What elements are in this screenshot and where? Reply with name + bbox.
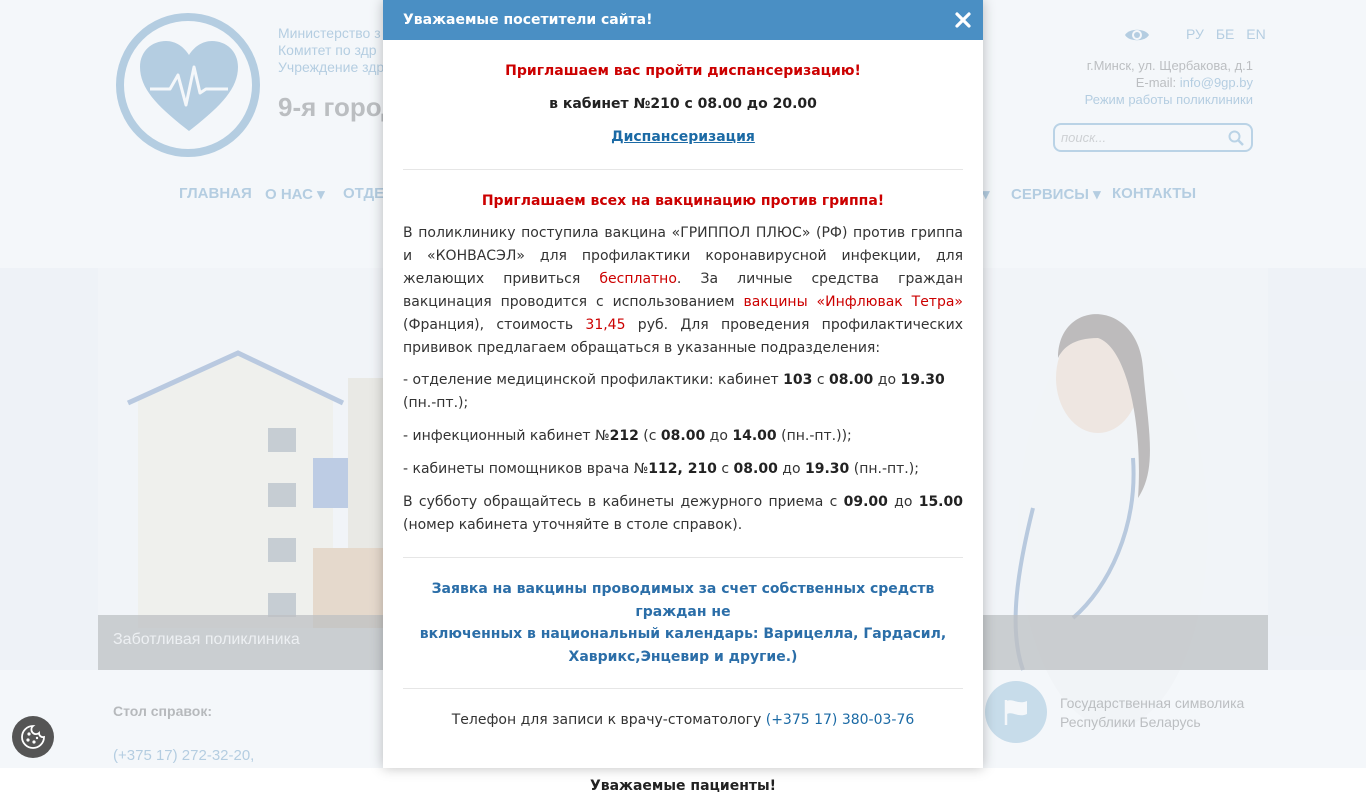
modal-title: Уважаемые посетители сайта! [403,12,653,28]
room-number: 212 [609,428,639,444]
divider [403,169,963,170]
announcement-modal [383,0,983,794]
text-fragment: (с [638,428,661,444]
request-line: Заявка на вакцины проводимых за счет собственных средств граждан не [431,581,935,620]
close-icon[interactable] [955,12,971,28]
time-from: 09.00 [843,494,888,510]
text-fragment: (Франция), стоимость [403,317,586,333]
dentist-phone-row [403,709,963,732]
room-number: 112, 210 [648,461,717,477]
text-fragment: с [812,372,830,388]
text-fragment: (номер кабинета уточняйте в столе справок). [403,517,743,533]
dispensary-link[interactable]: Диспансеризация [611,129,755,145]
dentist-label: Телефон для записи к врачу-стоматологу [451,712,766,728]
text-fragment: до [777,461,805,477]
modal-header [383,0,983,40]
time-from: 08.00 [660,428,706,444]
time-from: 08.00 [829,372,874,388]
text-fragment: до [887,494,919,510]
text-fragment: В поликлинику поступила вакцина «ГРИППОЛ ПЛЮС» (РФ) против гриппа и «КОНВАСЭЛ» для профилактики коронавирусной инфекции, для желающих привиться [403,225,963,287]
price-highlight: 31,45 [585,317,626,333]
text-fragment: В субботу обращайтесь в кабинеты дежурного приема с [403,494,844,510]
dentist-phone-link[interactable]: (+375 17) 380-03-76 [765,712,915,728]
text-fragment: до [705,428,733,444]
schedule-item [403,369,963,415]
free-highlight: бесплатно [599,271,677,287]
request-line: Хаврикс,Энцевир и другие.) [568,648,798,665]
text-fragment: . За личные средства граждан вакцинация проводится с использованием [403,271,963,310]
divider [403,688,963,689]
cookie-settings-button[interactable] [12,716,54,758]
text-fragment: - инфекционный кабинет № [403,428,610,444]
cookie-icon [20,724,46,750]
divider [403,557,963,558]
schedule-item [403,458,963,481]
vaccine-paragraph [403,222,963,360]
request-line: включенных в национальный календарь: Варицелла, Гардасил, [419,626,947,642]
text-fragment: - кабинеты помощников врача № [403,461,649,477]
time-to: 19.30 [804,461,850,477]
text-fragment: (пн.-пт.); [849,461,919,477]
time-to: 19.30 [900,372,945,388]
patients-heading: Уважаемые пациенты! [589,778,777,794]
time-from: 08.00 [733,461,778,477]
time-to: 14.00 [732,428,777,444]
text-fragment: руб. Для проведения профилактических прививок предлагаем обращаться в указанные подразделения: [403,317,963,356]
time-to: 15.00 [918,494,963,510]
flu-invite: Приглашаем всех на вакцинацию против гриппа! [481,193,885,209]
dispensary-invite: Приглашаем вас пройти диспансеризацию! [505,63,861,79]
text-fragment: - отделение медицинской профилактики: кабинет [403,372,784,388]
dispensary-link-row [403,126,963,149]
dispensary-room: в кабинет №210 с 08.00 до 20.00 [549,96,817,112]
text-fragment: (пн.-пт.); [403,395,469,411]
schedule-item [403,425,963,448]
text-fragment: с [716,461,734,477]
modal-body [383,60,983,798]
vaccine-request-link[interactable] [403,578,963,668]
room-number: 103 [783,372,813,388]
text-fragment: (пн.-пт.)); [776,428,852,444]
text-fragment: до [873,372,901,388]
vaccine-name-highlight: вакцины «Инфлювак Тетра» [743,294,963,310]
saturday-note [403,491,963,537]
